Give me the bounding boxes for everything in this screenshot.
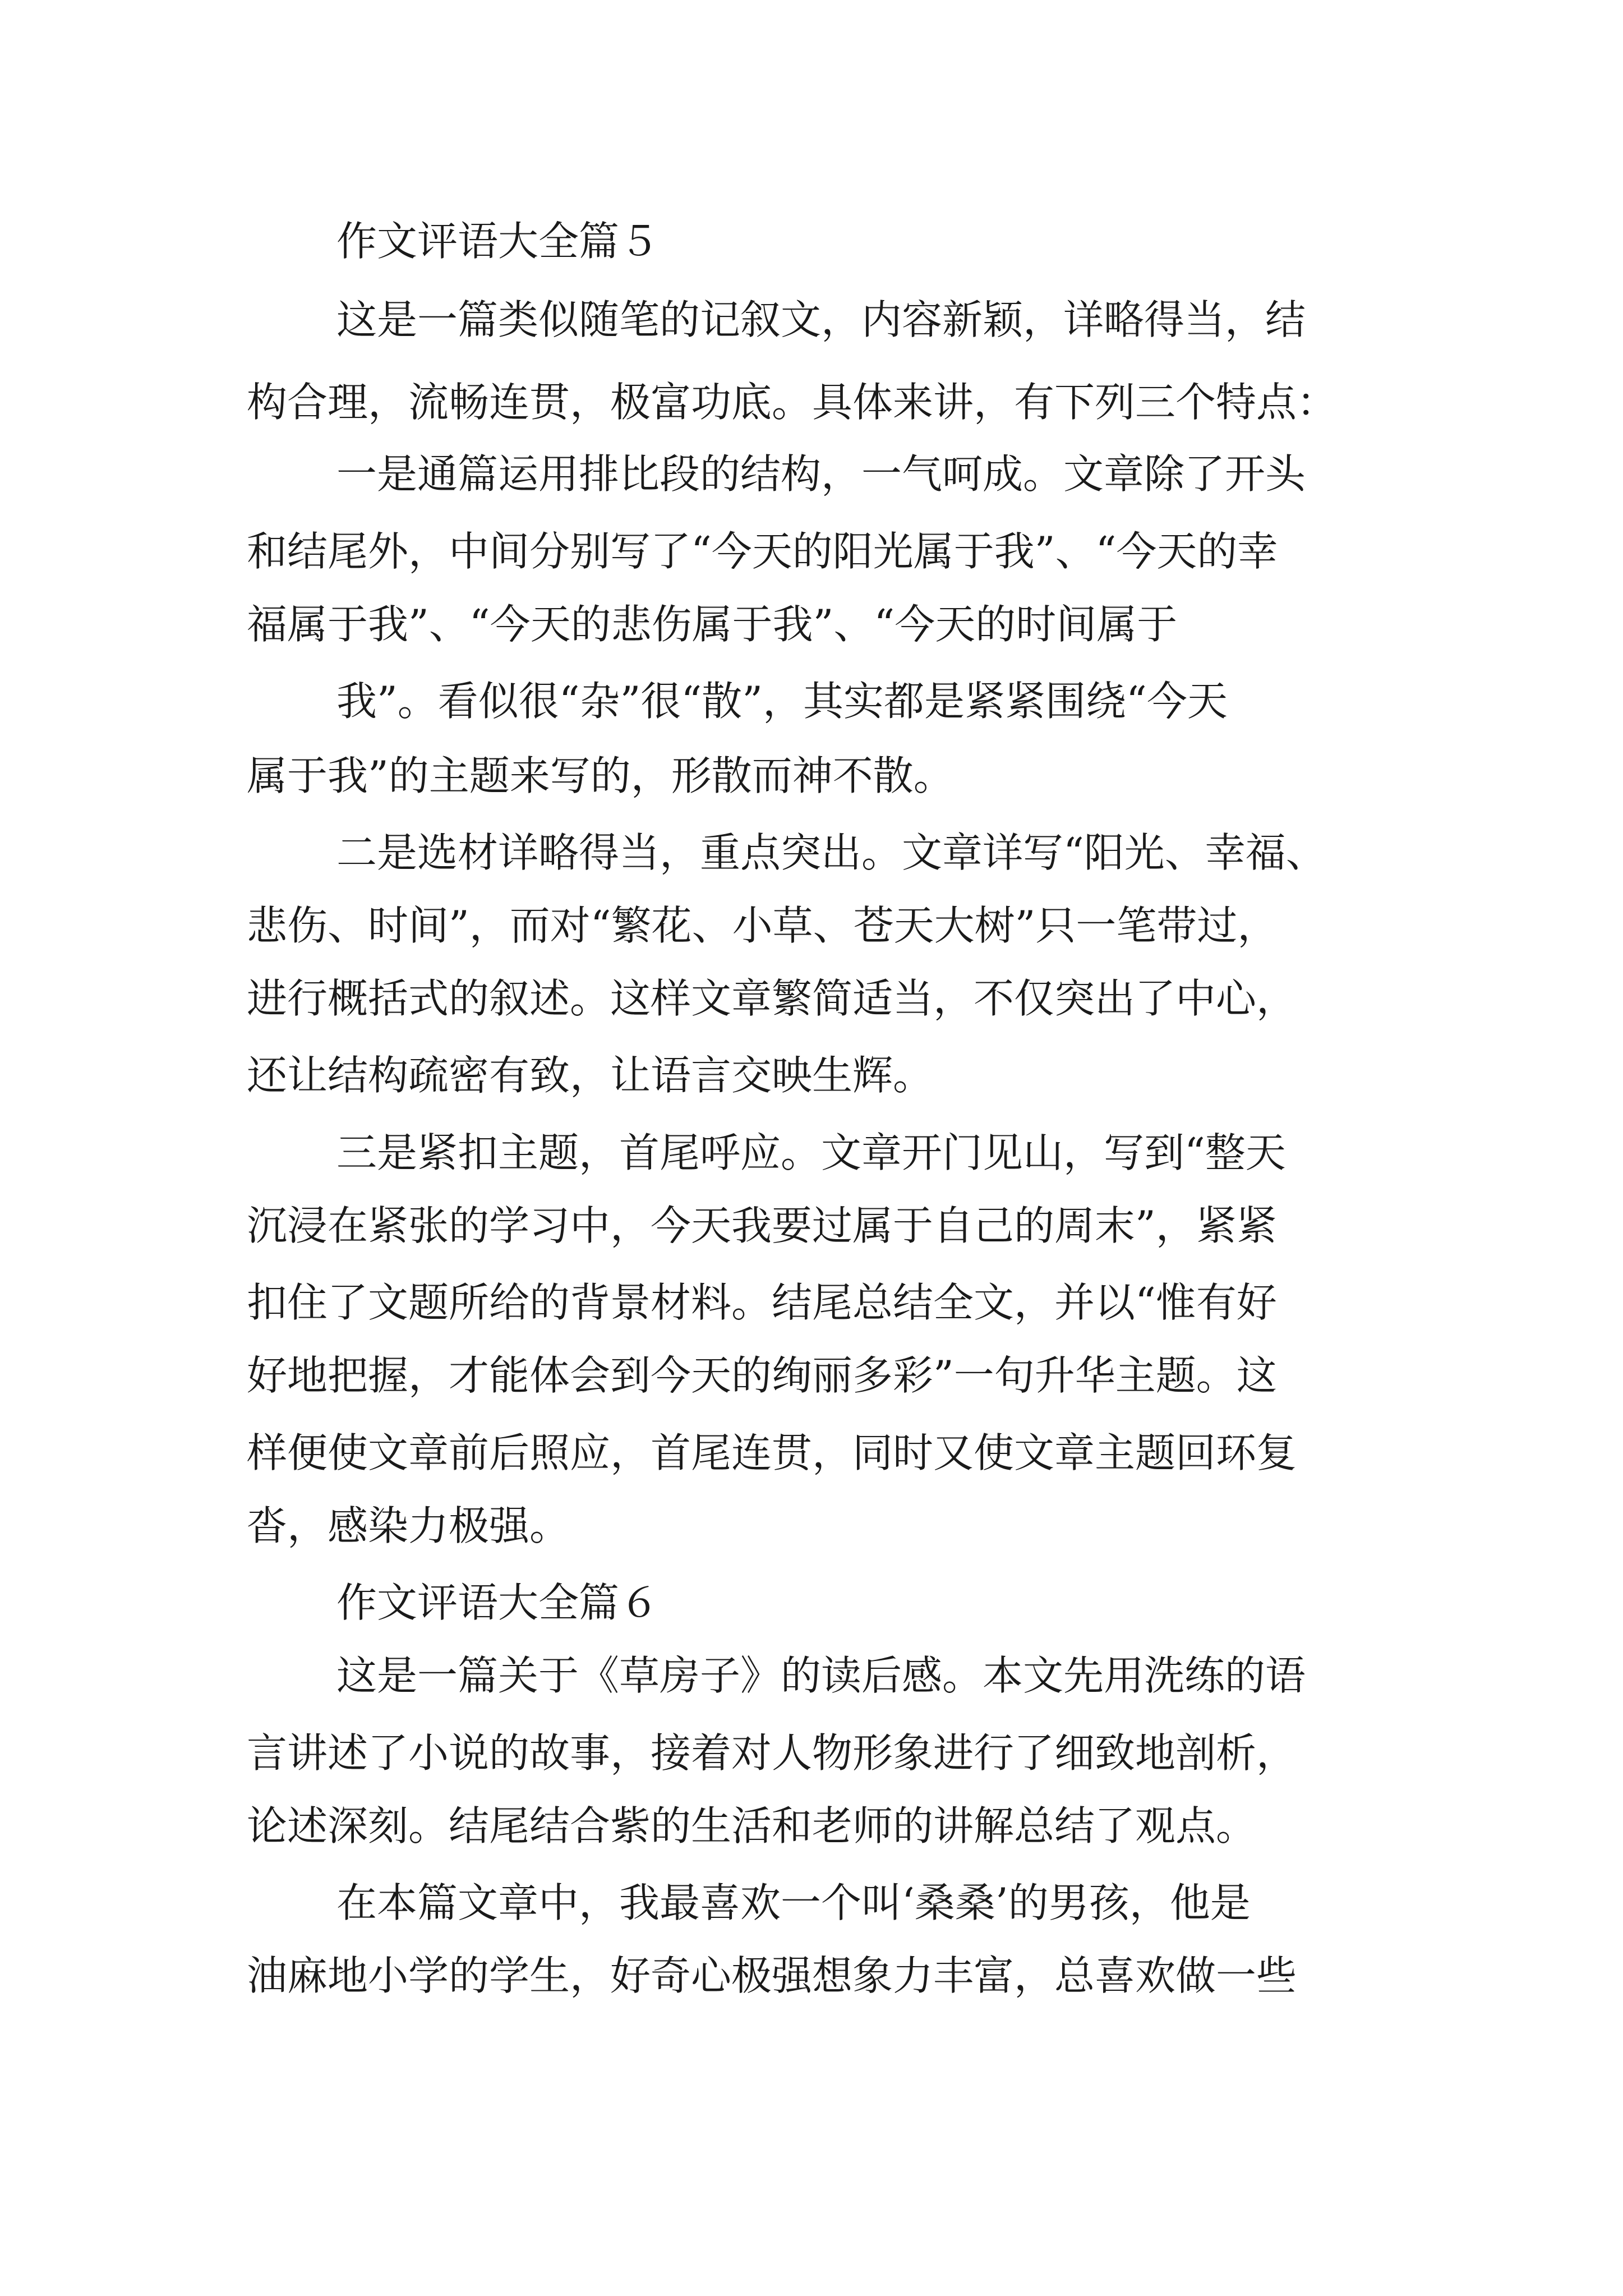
paragraph-line: 扣住了文题所给的背景材料。结尾总结全文，并以“惟有好 xyxy=(247,1279,1277,1326)
paragraph-line: 三是紧扣主题，首尾呼应。文章开门见山，写到“整天 xyxy=(336,1129,1286,1176)
paragraph-line: 一是通篇运用排比段的结构，一气呵成。文章除了开头 xyxy=(336,450,1306,498)
paragraph-line: 在本篇文章中，我最喜欢一个叫‘桑桑’的男孩，他是 xyxy=(336,1879,1251,1926)
paragraph-line: 属于我”的主题来写的，形散而神不散。 xyxy=(247,752,954,799)
paragraph-line: 沉浸在紧张的学习中，今天我要过属于自己的周末”，紧紧 xyxy=(247,1202,1277,1249)
paragraph-line: 这是一篇关于《草房子》的读后感。本文先用洗练的语 xyxy=(336,1652,1306,1699)
paragraph-line: 和结尾外，中间分别写了“今天的阳光属于我”、“今天的幸 xyxy=(247,528,1278,575)
paragraph-line: 沓，感染力极强。 xyxy=(247,1502,570,1549)
paragraph-line: 我”。看似很“杂”很“散”，其实都是紧紧围绕“今天 xyxy=(336,678,1228,725)
paragraph-line: 二是选材详略得当，重点突出。文章详写“阳光、幸福、 xyxy=(336,829,1326,876)
paragraph-line: 这是一篇类似随笔的记叙文，内容新颖，详略得当，结 xyxy=(336,296,1306,343)
section-heading-5: 作文评语大全篇５ xyxy=(336,218,660,265)
section-heading-6: 作文评语大全篇６ xyxy=(336,1579,660,1626)
paragraph-line: 还让结构疏密有致，让语言交映生辉。 xyxy=(247,1052,934,1099)
paragraph-line: 进行概括式的叙述。这样文章繁简适当，不仅突出了中心， xyxy=(247,975,1297,1022)
paragraph-line: 福属于我”、“今天的悲伤属于我”、“今天的时间属于 xyxy=(247,601,1178,648)
paragraph-line: 好地把握，才能体会到今天的绚丽多彩”一句升华主题。这 xyxy=(247,1352,1277,1399)
paragraph-line: 油麻地小学的学生，好奇心极强想象力丰富，总喜欢做一些 xyxy=(247,1952,1297,1999)
paragraph-line: 论述深刻。结尾结合紫的生活和老师的讲解总结了观点。 xyxy=(247,1802,1257,1849)
paragraph-line: 样便使文章前后照应，首尾连贯，同时又使文章主题回环复 xyxy=(247,1429,1297,1476)
paragraph-line: 言讲述了小说的故事，接着对人物形象进行了细致地剖析， xyxy=(247,1729,1297,1777)
paragraph-line: 构合理，流畅连贯，极富功底。具体来讲，有下列三个特点： xyxy=(247,379,1338,426)
paragraph-line: 悲伤、时间”，而对“繁花、小草、苍天大树”只一笔带过， xyxy=(247,902,1278,949)
